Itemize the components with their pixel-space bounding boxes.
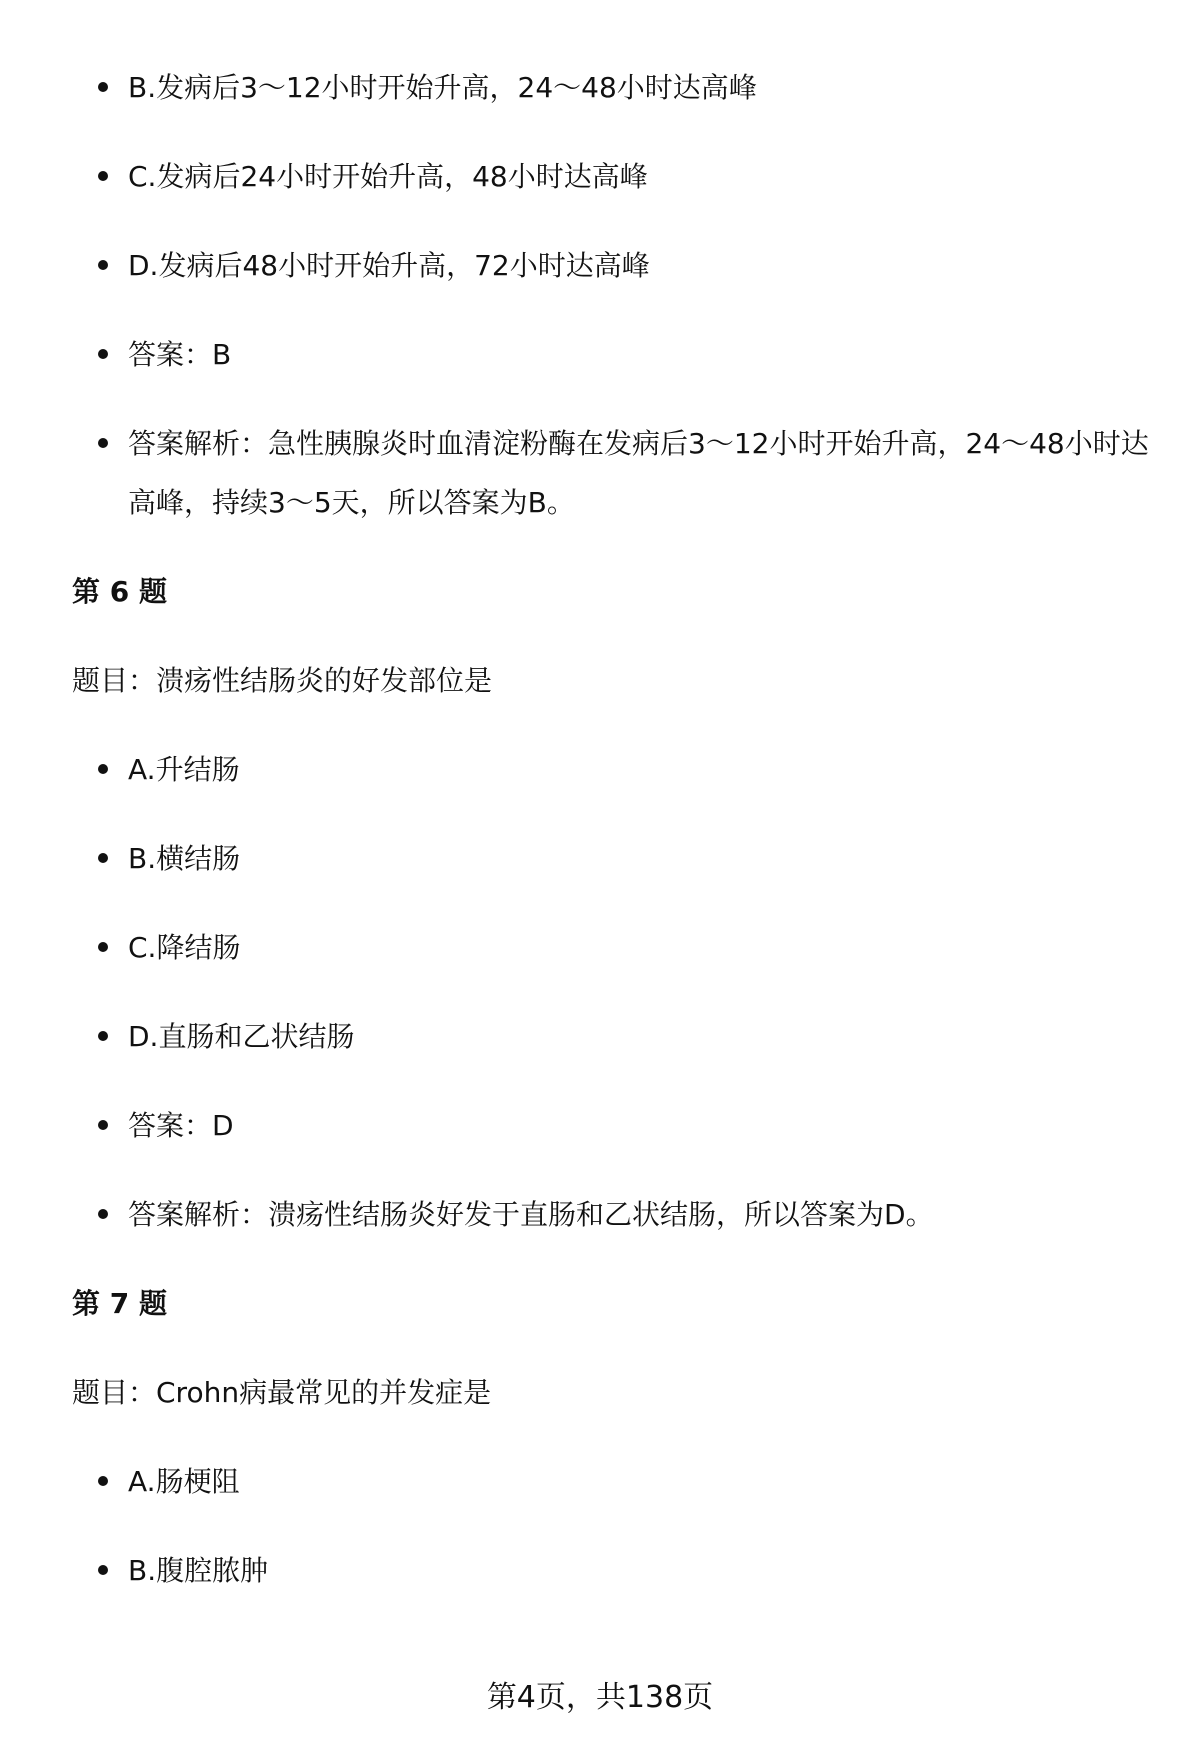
list-item: B.横结肠	[72, 829, 1152, 888]
question-5-options	[72, 58, 1152, 532]
list-item: B.腹腔脓肿	[72, 1541, 1152, 1600]
answer-explanation: 答案解析：急性胰腺炎时血清淀粉酶在发病后3～12小时开始升高，24～48小时达高峰，持续3～5天，所以答案为B。	[72, 414, 1152, 532]
answer: 答案：B	[72, 325, 1152, 384]
answer: 答案：D	[72, 1096, 1152, 1155]
list-item: B.发病后3～12小时开始升高，24～48小时达高峰	[72, 58, 1152, 117]
question-heading: 第 6 题	[72, 575, 167, 608]
list-item: C.降结肠	[72, 918, 1152, 977]
question-7-options	[72, 1452, 1152, 1600]
list-item: A.肠梗阻	[72, 1452, 1152, 1511]
list-item: C.发病后24小时开始升高，48小时达高峰	[72, 147, 1152, 206]
page-number: 第4页，共138页	[486, 1680, 714, 1715]
question-heading: 第 7 题	[72, 1287, 167, 1320]
list-item: D.发病后48小时开始升高，72小时达高峰	[72, 236, 1152, 295]
question-6-options	[72, 740, 1152, 1244]
list-item: D.直肠和乙状结肠	[72, 1007, 1152, 1066]
question-stem: 题目：溃疡性结肠炎的好发部位是	[72, 664, 493, 697]
answer-explanation: 答案解析：溃疡性结肠炎好发于直肠和乙状结肠，所以答案为D。	[72, 1185, 1152, 1244]
question-stem: 题目：Crohn病最常见的并发症是	[72, 1376, 492, 1409]
document-body	[72, 58, 1152, 1630]
list-item: A.升结肠	[72, 740, 1152, 799]
